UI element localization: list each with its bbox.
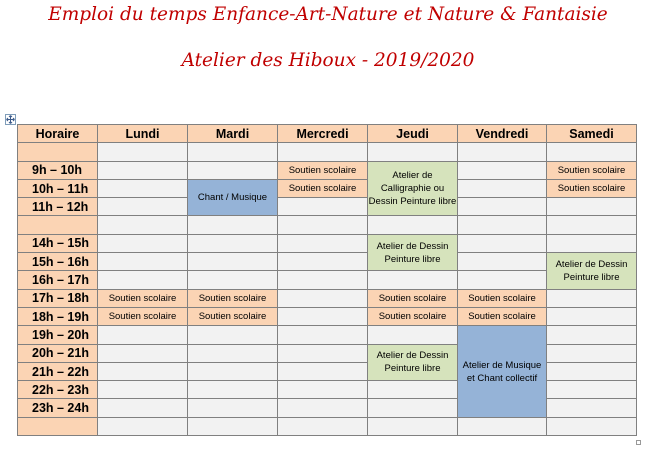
- header-row: [18, 125, 637, 143]
- empty-cell: [547, 143, 637, 161]
- empty-cell: [188, 362, 278, 380]
- activity-dessin-peinture: Atelier de Dessin Peinture libre: [547, 253, 637, 290]
- page-title: Emploi du temps Enfance-Art-Nature et Nature & Fantaisie: [48, 4, 608, 25]
- empty-cell: [547, 326, 637, 344]
- empty-cell: [98, 399, 188, 417]
- activity-soutien-scolaire: Soutien scolaire: [278, 179, 368, 197]
- empty-cell: [98, 362, 188, 380]
- empty-cell: [547, 362, 637, 380]
- empty-cell: [278, 253, 368, 271]
- empty-cell: [458, 198, 547, 216]
- empty-cell: [458, 179, 547, 197]
- activity-soutien-scolaire: Soutien scolaire: [188, 307, 278, 325]
- schedule-table: [17, 124, 637, 436]
- empty-cell: [98, 143, 188, 161]
- activity-soutien-scolaire: Soutien scolaire: [547, 179, 637, 197]
- table-row: [18, 289, 637, 307]
- empty-cell: [278, 417, 368, 435]
- empty-cell: [458, 271, 547, 289]
- activity-soutien-scolaire: Soutien scolaire: [278, 161, 368, 179]
- hour-cell: [18, 417, 98, 435]
- empty-cell: [547, 234, 637, 252]
- hour-cell: 14h – 15h: [18, 234, 98, 252]
- table-row: [18, 234, 637, 252]
- activity-soutien-scolaire: Soutien scolaire: [98, 307, 188, 325]
- empty-cell: [188, 344, 278, 362]
- empty-cell: [368, 417, 458, 435]
- empty-cell: [278, 216, 368, 234]
- empty-cell: [98, 234, 188, 252]
- activity-musique-chant: Atelier de Musique et Chant collectif: [458, 326, 547, 417]
- activity-dessin-peinture: Atelier de Dessin Peinture libre: [368, 344, 458, 381]
- hour-cell: 10h – 11h: [18, 179, 98, 197]
- empty-cell: [188, 143, 278, 161]
- activity-soutien-scolaire: Soutien scolaire: [458, 289, 547, 307]
- empty-cell: [368, 381, 458, 399]
- table-row: [18, 161, 637, 179]
- table-row: [18, 216, 637, 234]
- empty-cell: [98, 326, 188, 344]
- empty-cell: [278, 399, 368, 417]
- empty-cell: [98, 381, 188, 399]
- empty-cell: [458, 216, 547, 234]
- empty-cell: [188, 216, 278, 234]
- empty-cell: [368, 399, 458, 417]
- table-row: [18, 143, 637, 161]
- empty-cell: [368, 143, 458, 161]
- empty-cell: [547, 399, 637, 417]
- empty-cell: [278, 344, 368, 362]
- table-row: [18, 179, 637, 197]
- empty-cell: [188, 381, 278, 399]
- empty-cell: [278, 198, 368, 216]
- hour-cell: 9h – 10h: [18, 161, 98, 179]
- empty-cell: [98, 161, 188, 179]
- hour-cell: 23h – 24h: [18, 399, 98, 417]
- empty-cell: [278, 362, 368, 380]
- activity-soutien-scolaire: Soutien scolaire: [547, 161, 637, 179]
- hour-cell: 16h – 17h: [18, 271, 98, 289]
- empty-cell: [278, 143, 368, 161]
- empty-cell: [458, 417, 547, 435]
- empty-cell: [368, 216, 458, 234]
- empty-cell: [278, 381, 368, 399]
- empty-cell: [98, 216, 188, 234]
- table-row: [18, 326, 637, 344]
- empty-cell: [368, 271, 458, 289]
- activity-soutien-scolaire: Soutien scolaire: [98, 289, 188, 307]
- empty-cell: [547, 344, 637, 362]
- empty-cell: [98, 271, 188, 289]
- hour-cell: 21h – 22h: [18, 362, 98, 380]
- empty-cell: [98, 253, 188, 271]
- empty-cell: [458, 253, 547, 271]
- empty-cell: [547, 417, 637, 435]
- hour-cell: 17h – 18h: [18, 289, 98, 307]
- header-samedi: Samedi: [547, 125, 637, 143]
- hour-cell: 15h – 16h: [18, 253, 98, 271]
- hour-cell: 20h – 21h: [18, 344, 98, 362]
- empty-cell: [188, 399, 278, 417]
- table-row: [18, 198, 637, 216]
- activity-soutien-scolaire: Soutien scolaire: [188, 289, 278, 307]
- table-move-handle-icon[interactable]: [5, 114, 16, 125]
- empty-cell: [458, 161, 547, 179]
- activity-soutien-scolaire: Soutien scolaire: [368, 307, 458, 325]
- activity-soutien-scolaire: Soutien scolaire: [368, 289, 458, 307]
- empty-cell: [188, 234, 278, 252]
- hour-cell: 19h – 20h: [18, 326, 98, 344]
- empty-cell: [188, 271, 278, 289]
- activity-chant-musique: Chant / Musique: [188, 179, 278, 216]
- header-lundi: Lundi: [98, 125, 188, 143]
- empty-cell: [278, 234, 368, 252]
- hour-cell: [18, 143, 98, 161]
- empty-cell: [98, 198, 188, 216]
- hour-cell: 11h – 12h: [18, 198, 98, 216]
- empty-cell: [547, 307, 637, 325]
- empty-cell: [188, 326, 278, 344]
- empty-cell: [547, 198, 637, 216]
- hour-cell: 18h – 19h: [18, 307, 98, 325]
- table-resize-handle[interactable]: [636, 440, 641, 445]
- table-row: [18, 253, 637, 271]
- empty-cell: [547, 381, 637, 399]
- table-row: [18, 271, 637, 289]
- empty-cell: [278, 307, 368, 325]
- empty-cell: [368, 326, 458, 344]
- header-mercredi: Mercredi: [278, 125, 368, 143]
- empty-cell: [278, 326, 368, 344]
- empty-cell: [547, 216, 637, 234]
- empty-cell: [278, 271, 368, 289]
- activity-dessin-peinture: Atelier de Dessin Peinture libre: [368, 234, 458, 271]
- empty-cell: [458, 234, 547, 252]
- activity-soutien-scolaire: Soutien scolaire: [458, 307, 547, 325]
- empty-cell: [547, 289, 637, 307]
- empty-cell: [188, 161, 278, 179]
- hour-cell: 22h – 23h: [18, 381, 98, 399]
- activity-calligraphie: Atelier de Calligraphie ou Dessin Peinture libre: [368, 161, 458, 216]
- empty-cell: [458, 143, 547, 161]
- header-vendredi: Vendredi: [458, 125, 547, 143]
- empty-cell: [188, 253, 278, 271]
- empty-cell: [98, 344, 188, 362]
- hour-cell: [18, 216, 98, 234]
- header-mardi: Mardi: [188, 125, 278, 143]
- page-subtitle: Atelier des Hiboux - 2019/2020: [181, 50, 475, 71]
- table-row: [18, 417, 637, 435]
- empty-cell: [188, 417, 278, 435]
- empty-cell: [98, 179, 188, 197]
- table-row: [18, 307, 637, 325]
- empty-cell: [278, 289, 368, 307]
- header-horaire: Horaire: [18, 125, 98, 143]
- empty-cell: [98, 417, 188, 435]
- header-jeudi: Jeudi: [368, 125, 458, 143]
